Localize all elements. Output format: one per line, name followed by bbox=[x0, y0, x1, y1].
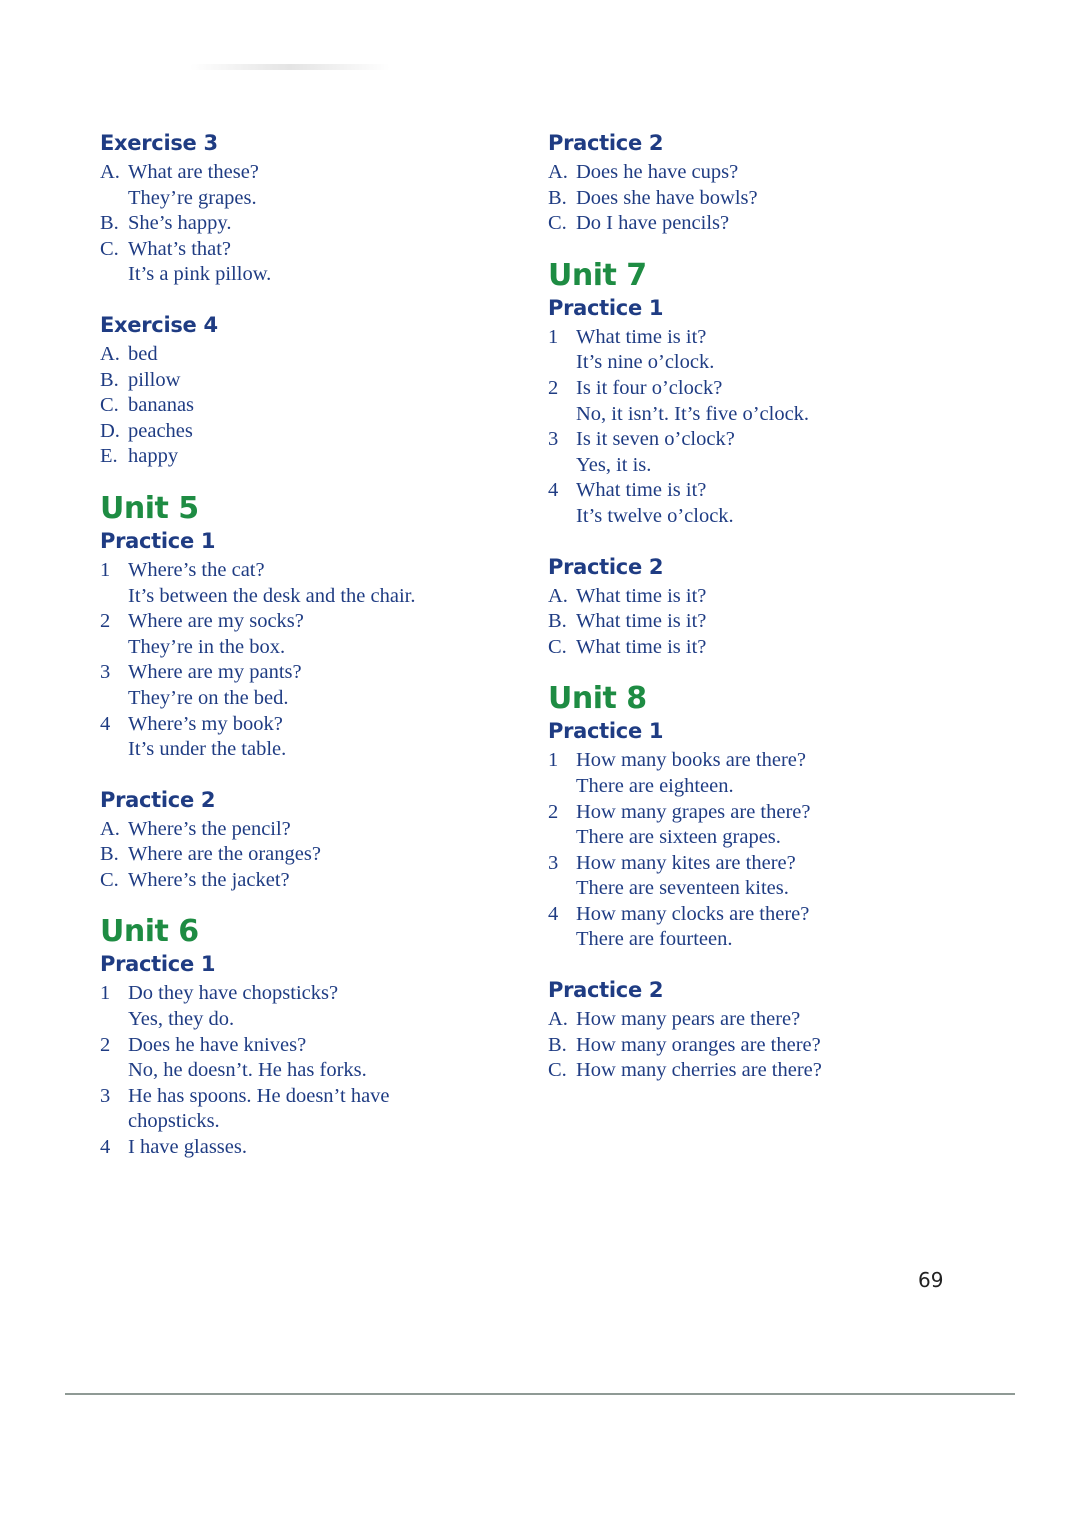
answer-text: It’s twelve o’clock. bbox=[576, 504, 734, 527]
answer-marker: C. bbox=[548, 212, 567, 235]
unit-7-practice-1-list bbox=[548, 325, 968, 530]
indent-spacer bbox=[100, 584, 128, 610]
indent-spacer bbox=[100, 737, 128, 763]
answer-line bbox=[100, 1007, 520, 1033]
answer-line bbox=[548, 478, 968, 504]
answer-text: Do I have pencils? bbox=[576, 212, 730, 235]
indent-spacer bbox=[100, 186, 128, 212]
answer-text: They’re in the box. bbox=[128, 635, 286, 658]
answer-line bbox=[100, 737, 520, 763]
answer-text: happy bbox=[128, 445, 179, 468]
answer-marker: A. bbox=[548, 584, 568, 607]
answer-text: What time is it? bbox=[576, 479, 707, 502]
answer-line bbox=[100, 1058, 520, 1084]
answer-line bbox=[548, 504, 968, 530]
unit-8-practice-2-list bbox=[548, 1007, 968, 1084]
indent-spacer bbox=[548, 504, 576, 530]
indent-spacer bbox=[548, 350, 576, 376]
answer-marker: B. bbox=[100, 368, 119, 391]
answer-line bbox=[100, 368, 520, 394]
unit-7-section bbox=[548, 259, 968, 661]
page-number: 69 bbox=[918, 1268, 944, 1292]
answer-line bbox=[100, 609, 520, 635]
answer-text: Where’s the jacket? bbox=[128, 868, 290, 891]
answer-text: How many kites are there? bbox=[576, 851, 796, 874]
exercise-4-heading: Exercise 4 bbox=[100, 312, 218, 337]
answer-text: It’s between the desk and the chair. bbox=[128, 584, 416, 607]
answer-text: There are eighteen. bbox=[576, 774, 734, 797]
indent-spacer bbox=[100, 1058, 128, 1084]
answer-marker: C. bbox=[100, 237, 119, 260]
answer-text: Is it seven o’clock? bbox=[576, 428, 735, 451]
answer-line bbox=[548, 325, 968, 351]
answer-line bbox=[548, 186, 968, 212]
answer-marker: 4 bbox=[548, 902, 559, 925]
unit-8-practice-1-heading: Practice 1 bbox=[548, 719, 664, 744]
answer-line bbox=[100, 211, 520, 237]
answer-text: I have glasses. bbox=[128, 1136, 247, 1159]
answer-line bbox=[548, 402, 968, 428]
unit-7-practice-1-heading: Practice 1 bbox=[548, 295, 664, 320]
answer-text: There are seventeen kites. bbox=[576, 877, 789, 900]
answer-line bbox=[100, 660, 520, 686]
indent-spacer bbox=[548, 927, 576, 953]
answer-line bbox=[548, 876, 968, 902]
answer-text: Does she have bowls? bbox=[576, 186, 758, 209]
answer-text: How many oranges are there? bbox=[576, 1033, 821, 1056]
answer-line bbox=[548, 748, 968, 774]
indent-spacer bbox=[100, 1109, 128, 1135]
answer-text: How many books are there? bbox=[576, 749, 806, 772]
unit-8-practice-1-list bbox=[548, 748, 968, 953]
answer-line bbox=[100, 237, 520, 263]
answer-text: Where’s the pencil? bbox=[128, 817, 291, 840]
unit-5-section bbox=[100, 492, 520, 894]
answer-text: What time is it? bbox=[576, 635, 707, 658]
answer-marker: B. bbox=[100, 843, 119, 866]
answer-text: No, he doesn’t. He has forks. bbox=[128, 1059, 367, 1082]
answer-text: Do they have chopsticks? bbox=[128, 982, 339, 1005]
unit-6-practice-1-list bbox=[100, 981, 520, 1160]
answer-marker: 2 bbox=[100, 1033, 111, 1056]
unit-6-practice-2-section bbox=[548, 128, 968, 237]
answer-line bbox=[100, 1033, 520, 1059]
answer-text: Does he have cups? bbox=[576, 161, 739, 183]
answer-text: bed bbox=[128, 342, 158, 365]
answer-line bbox=[548, 609, 968, 635]
answer-line bbox=[548, 453, 968, 479]
answer-line bbox=[548, 427, 968, 453]
answer-text: bananas bbox=[128, 394, 195, 417]
answer-text: Is it four o’clock? bbox=[576, 376, 723, 399]
answer-text: How many clocks are there? bbox=[576, 902, 810, 925]
answer-text: It’s nine o’clock. bbox=[576, 351, 715, 374]
unit-6-section bbox=[100, 915, 520, 1160]
answer-marker: C. bbox=[548, 635, 567, 658]
indent-spacer bbox=[100, 262, 128, 288]
answer-text: It’s under the table. bbox=[128, 738, 287, 761]
answer-text: They’re on the bed. bbox=[128, 686, 289, 709]
answer-marker: 1 bbox=[548, 749, 559, 772]
answer-marker: A. bbox=[100, 817, 120, 840]
answer-marker: E. bbox=[100, 445, 118, 468]
answer-text: How many grapes are there? bbox=[576, 800, 811, 823]
answer-marker: 2 bbox=[548, 376, 559, 399]
answer-marker: 2 bbox=[548, 800, 559, 823]
answer-marker: A. bbox=[548, 161, 568, 183]
answer-marker: B. bbox=[100, 212, 119, 235]
exercise-3-heading: Exercise 3 bbox=[100, 131, 218, 155]
answer-text: What time is it? bbox=[576, 325, 707, 348]
answer-line bbox=[100, 981, 520, 1007]
answer-line bbox=[100, 419, 520, 445]
answer-line bbox=[548, 927, 968, 953]
answer-text: No, it isn’t. It’s five o’clock. bbox=[576, 402, 810, 425]
answer-text: What are these? bbox=[128, 161, 259, 183]
answer-text: Where are my socks? bbox=[128, 610, 304, 633]
answer-marker: A. bbox=[100, 161, 120, 183]
answer-line bbox=[100, 817, 520, 843]
answer-marker: 4 bbox=[100, 1136, 111, 1159]
answer-text: He has spoons. He doesn’t have bbox=[128, 1084, 390, 1107]
answer-text: She’s happy. bbox=[128, 212, 232, 235]
answer-line bbox=[100, 393, 520, 419]
indent-spacer bbox=[100, 1007, 128, 1033]
scan-smudge bbox=[190, 64, 390, 70]
answer-line bbox=[100, 584, 520, 610]
answer-text: Where’s my book? bbox=[128, 712, 283, 735]
unit-8-section bbox=[548, 682, 968, 1084]
answer-marker: 1 bbox=[100, 982, 111, 1005]
indent-spacer bbox=[100, 635, 128, 661]
answer-text: Where are my pants? bbox=[128, 661, 302, 684]
answer-marker: A. bbox=[100, 342, 120, 365]
answer-line bbox=[548, 211, 968, 237]
answer-line bbox=[100, 160, 520, 186]
unit-8-practice-2-heading: Practice 2 bbox=[548, 978, 664, 1003]
answer-line bbox=[100, 342, 520, 368]
answer-line bbox=[100, 635, 520, 661]
answer-text: Yes, it is. bbox=[576, 453, 652, 476]
unit-8-heading: Unit 8 bbox=[548, 681, 647, 717]
unit-5-practice-2-heading: Practice 2 bbox=[100, 787, 216, 812]
answer-marker: 1 bbox=[548, 325, 559, 348]
answer-marker: C. bbox=[548, 1059, 567, 1082]
answer-text: What time is it? bbox=[576, 584, 707, 607]
answer-text: What time is it? bbox=[576, 610, 707, 633]
exercise-4-section bbox=[100, 310, 520, 470]
answer-line bbox=[548, 774, 968, 800]
indent-spacer bbox=[548, 402, 576, 428]
answer-line bbox=[548, 376, 968, 402]
answer-line bbox=[548, 800, 968, 826]
right-column bbox=[548, 128, 968, 1084]
unit-7-heading: Unit 7 bbox=[548, 257, 647, 293]
answer-line bbox=[548, 1058, 968, 1084]
bottom-rule bbox=[65, 1393, 1015, 1395]
exercise-3-list bbox=[100, 160, 520, 288]
indent-spacer bbox=[548, 453, 576, 479]
answer-line bbox=[548, 825, 968, 851]
answer-line bbox=[100, 712, 520, 738]
answer-line bbox=[100, 444, 520, 470]
unit-6-practice-2-heading: Practice 2 bbox=[548, 131, 664, 155]
answer-marker: 4 bbox=[100, 712, 111, 735]
answer-text: There are fourteen. bbox=[576, 928, 733, 951]
answer-marker: B. bbox=[548, 1033, 567, 1056]
answer-marker: 3 bbox=[100, 1084, 111, 1107]
unit-6-heading: Unit 6 bbox=[100, 914, 199, 950]
answer-line bbox=[548, 160, 968, 186]
unit-5-practice-2-list bbox=[100, 817, 520, 894]
indent-spacer bbox=[548, 774, 576, 800]
answer-line bbox=[100, 558, 520, 584]
unit-5-heading: Unit 5 bbox=[100, 490, 199, 526]
answer-line bbox=[100, 686, 520, 712]
answer-line bbox=[100, 262, 520, 288]
answer-text: Where’s the cat? bbox=[128, 558, 265, 581]
answer-marker: 3 bbox=[100, 661, 111, 684]
exercise-4-list bbox=[100, 342, 520, 470]
answer-marker: 4 bbox=[548, 479, 559, 502]
answer-line bbox=[548, 1033, 968, 1059]
answer-marker: D. bbox=[100, 419, 120, 442]
answer-marker: B. bbox=[548, 186, 567, 209]
answer-line bbox=[100, 842, 520, 868]
answer-text: pillow bbox=[128, 368, 181, 391]
answer-marker: C. bbox=[100, 394, 119, 417]
indent-spacer bbox=[548, 825, 576, 851]
answer-text: Yes, they do. bbox=[128, 1008, 235, 1031]
indent-spacer bbox=[548, 876, 576, 902]
unit-5-practice-1-heading: Practice 1 bbox=[100, 528, 216, 553]
answer-marker: B. bbox=[548, 610, 567, 633]
answer-marker: 3 bbox=[548, 428, 559, 451]
answer-line bbox=[100, 186, 520, 212]
answer-text: How many pears are there? bbox=[576, 1008, 801, 1031]
answer-line bbox=[100, 1135, 520, 1161]
answer-line bbox=[548, 902, 968, 928]
answer-text: chopsticks. bbox=[128, 1110, 220, 1133]
answer-text: What’s that? bbox=[128, 237, 232, 260]
answer-line bbox=[548, 350, 968, 376]
answer-marker: 3 bbox=[548, 851, 559, 874]
answer-text: How many cherries are there? bbox=[576, 1059, 822, 1082]
answer-text: Where are the oranges? bbox=[128, 843, 321, 866]
answer-marker: 1 bbox=[100, 558, 111, 581]
answer-line bbox=[100, 868, 520, 894]
unit-6-practice-1-heading: Practice 1 bbox=[100, 952, 216, 977]
answer-text: It’s a pink pillow. bbox=[128, 263, 272, 286]
answer-line bbox=[548, 851, 968, 877]
unit-5-practice-1-list bbox=[100, 558, 520, 763]
answer-line bbox=[548, 1007, 968, 1033]
answer-text: Does he have knives? bbox=[128, 1033, 307, 1056]
indent-spacer bbox=[100, 686, 128, 712]
unit-7-practice-2-heading: Practice 2 bbox=[548, 554, 664, 579]
answer-text: peaches bbox=[128, 419, 193, 442]
exercise-3-section bbox=[100, 128, 520, 288]
answer-line bbox=[100, 1109, 520, 1135]
answer-line bbox=[548, 584, 968, 610]
answer-marker: 2 bbox=[100, 610, 111, 633]
answer-text: There are sixteen grapes. bbox=[576, 826, 781, 849]
answer-marker: A. bbox=[548, 1008, 568, 1031]
answer-line bbox=[100, 1084, 520, 1110]
unit-6-practice-2-list bbox=[548, 160, 968, 237]
answer-text: They’re grapes. bbox=[128, 186, 257, 209]
unit-7-practice-2-list bbox=[548, 584, 968, 661]
left-column bbox=[100, 128, 520, 1161]
answer-marker: C. bbox=[100, 868, 119, 891]
answer-line bbox=[548, 635, 968, 661]
